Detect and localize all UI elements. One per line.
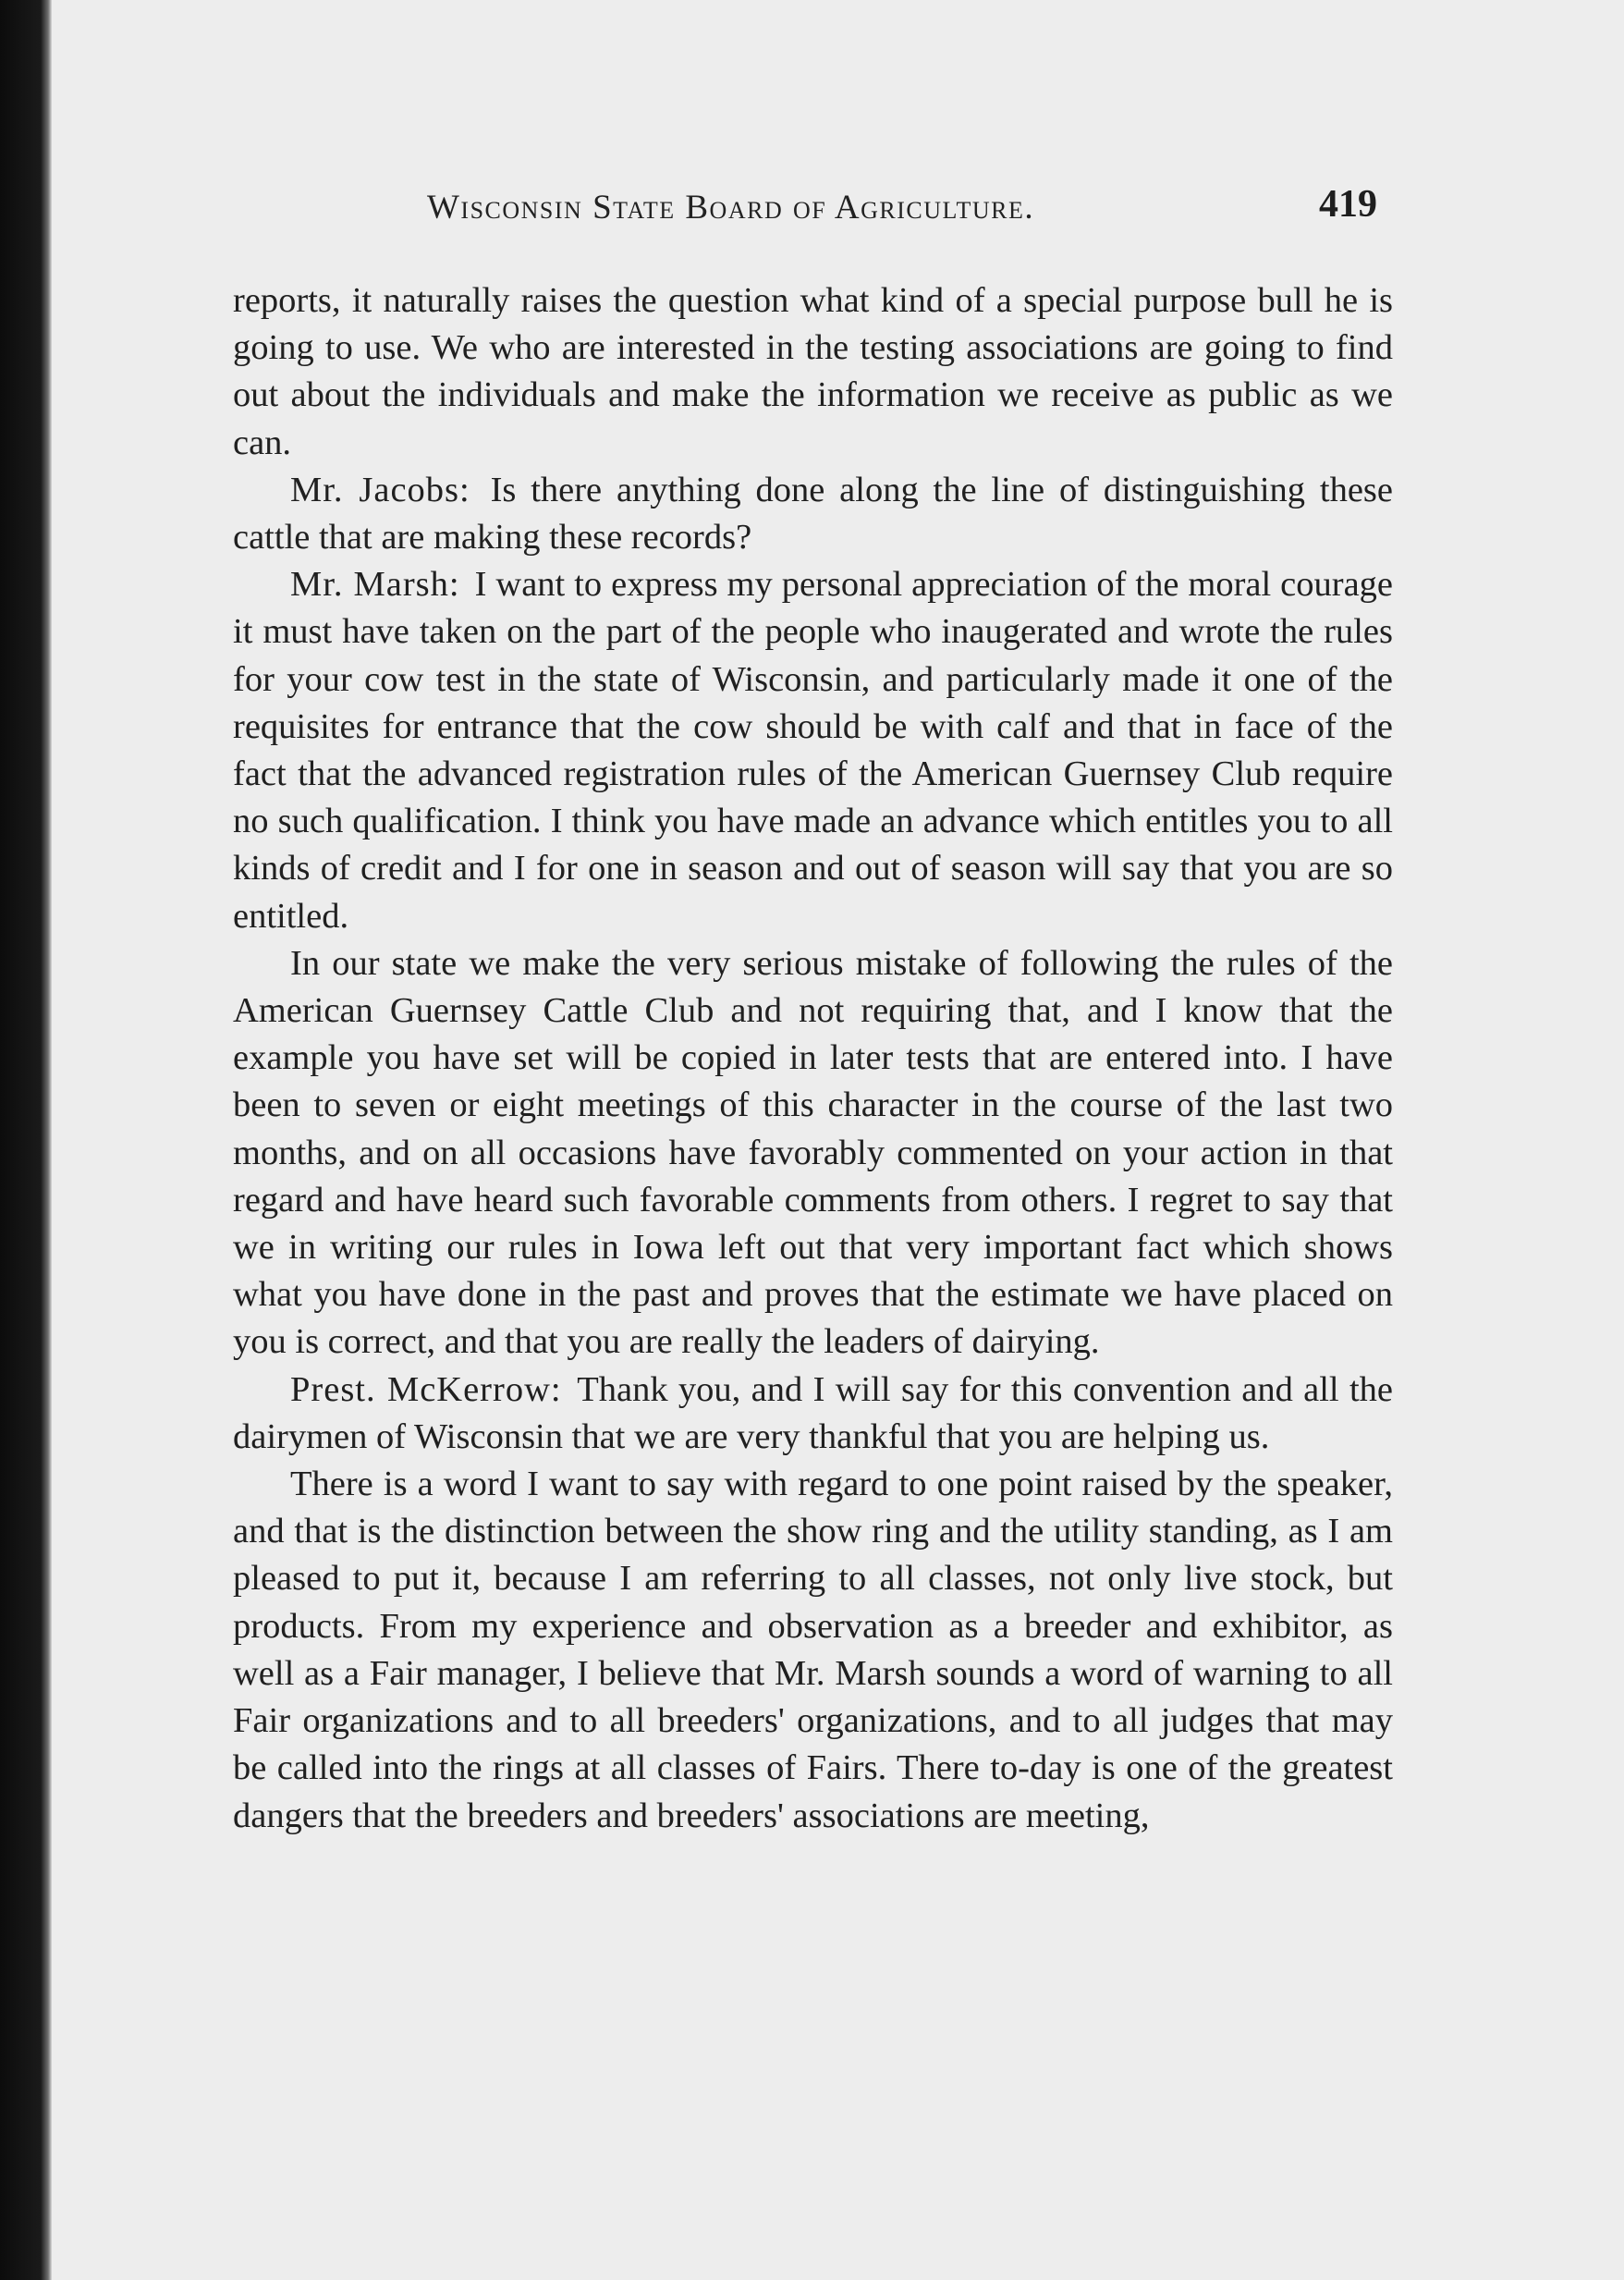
paragraph-word [233,1461,1393,1840]
paragraph-our-state [233,940,1393,1367]
page-body [233,277,1393,1840]
running-head: Wisconsin State Board of Agriculture. [427,189,1035,227]
paragraph-text: I want to express my personal appreciation of the moral courage it must have taken on the part of the people who inaugerated and wrote the rules for your cow test in the state of Wisconsin, and particularly made it one of the requisites for entrance that the cow should be with calf and that in face of the fact that the advanced registration rules of the American Guernsey Club require no such qualification. I think you have made an advance which entitles you to all kinds of credit and I for one in season and out of season will say that you are so entitled. [233,565,1394,936]
speaker-name: Mr. Jacobs: [290,470,470,509]
speaker-name: Mr. Marsh: [290,565,460,605]
paragraph-text: There is a word I want to say with regard to one point raised by the speaker, and that is the distinction between the show ring and the utility standing, as I am pleased to put it, because I am referring to all classes, not only live stock, but products. From my experience and observation as a breeder and exhibitor, as well as a Fair manager, I believe that Mr. Marsh sounds a word of warning to all Fair organizations and to all breeders' organizations, and to all judges that may be called into the rings at all classes of Fairs. There to-day is one of the greatest dangers that the breeders and breeders' associations are meeting, [233,1465,1393,1835]
paragraph-text: Is there anything done along the line of distinguishing these cattle that are making these records? [233,470,1393,558]
paragraph-text: reports, it naturally raises the question what kind of a special purpose bull he is going to use. We who are interested in the testing associations are going to find out about the individuals and make the information we receive as public as we can. [233,281,1393,462]
paragraph-marsh [233,561,1393,940]
paragraph-text: Thank you, and I will say for this convention and all the dairymen of Wisconsin that we are very thankful that you are helping us. [233,1369,1394,1456]
paragraph-reports [233,277,1393,467]
paragraph-jacobs [233,467,1393,561]
paragraph-mckerrow [233,1367,1393,1461]
speaker-name: Prest. McKerrow: [290,1369,562,1409]
paragraph-text: In our state we make the very serious mistake of following the rules of the American Guernsey Cattle Club and not requiring that, and I know that the example you have set will be copied in later tests that are entered into. I have been to seven or eight meetings of this character in the course of the last two months, and on all occasions have favorably commented on your action in that regard and have heard such favorable comments from others. I regret to say that we in writing our rules in Iowa left out that very important fact which shows what you have done in the past and proves that the estimate we have placed on you is correct, and that you are really the leaders of dairying. [233,943,1393,1362]
page-number: 419 [1319,183,1377,226]
